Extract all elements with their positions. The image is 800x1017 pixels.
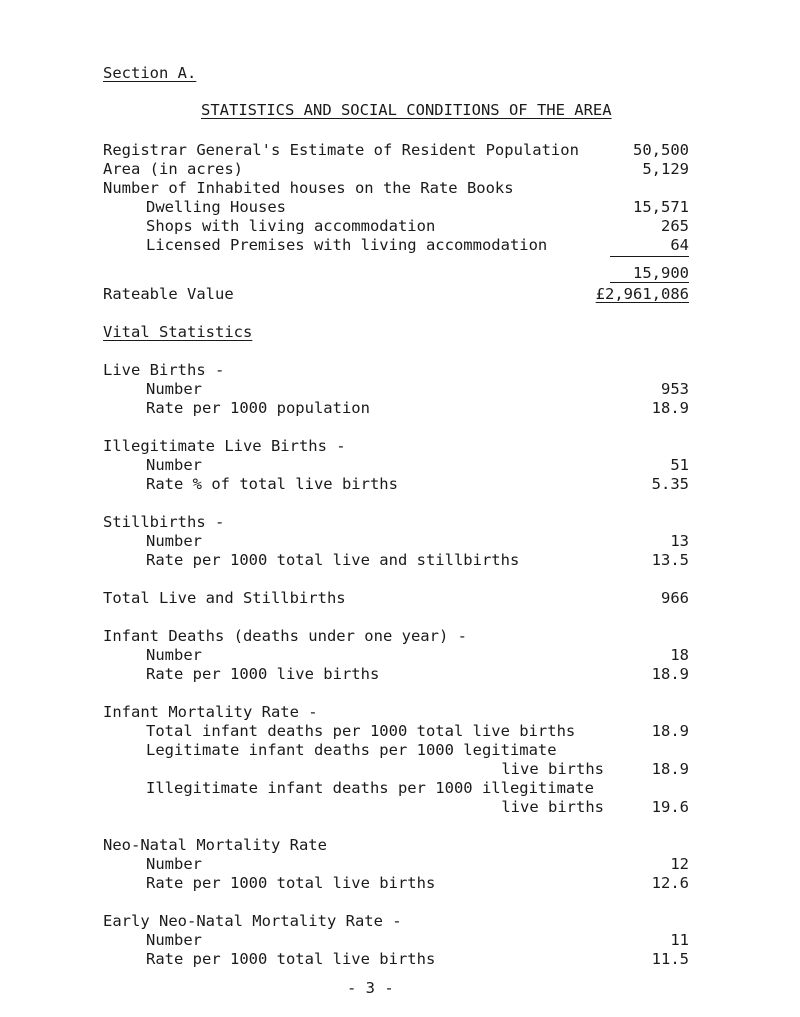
- page-title: STATISTICS AND SOCIAL CONDITIONS OF THE AREA: [201, 101, 612, 119]
- infant-deaths-rate-label: Rate per 1000 live births: [146, 665, 380, 683]
- rateable-value: £2,961,086: [595, 285, 689, 303]
- neonatal-number-label: Number: [146, 855, 202, 873]
- houses-label: Number of Inhabited houses on the Rate Books: [103, 179, 514, 197]
- infant-deaths-rate-value: 18.9: [651, 665, 689, 683]
- stillbirths-heading: Stillbirths -: [103, 513, 225, 531]
- infant-deaths-heading: Infant Deaths (deaths under one year) -: [103, 627, 467, 645]
- live-births-rate-value: 18.9: [651, 399, 689, 417]
- area-label: Area (in acres): [103, 160, 243, 178]
- illegitimate-number-value: 51: [670, 456, 689, 474]
- shops-value: 265: [661, 217, 689, 235]
- legitimate-rate-value: 18.9: [651, 760, 689, 778]
- legitimate-rate-label-1: Legitimate infant deaths per 1000 legitimate: [146, 741, 557, 759]
- rateable-label: Rateable Value: [103, 285, 234, 303]
- illegitimate-number-label: Number: [146, 456, 202, 474]
- houses-total: 15,900: [633, 264, 689, 282]
- neonatal-rate-value: 12.6: [651, 874, 689, 892]
- early-neonatal-rate-label: Rate per 1000 total live births: [146, 950, 436, 968]
- section-label: Section A.: [103, 64, 197, 82]
- area-value: 5,129: [642, 160, 689, 178]
- live-births-number-label: Number: [146, 380, 202, 398]
- licensed-value: 64: [670, 236, 689, 254]
- dwelling-label: Dwelling Houses: [146, 198, 286, 216]
- neonatal-heading: Neo-Natal Mortality Rate: [103, 836, 327, 854]
- live-births-rate-label: Rate per 1000 population: [146, 399, 370, 417]
- total-live-still-label: Total Live and Stillbirths: [103, 589, 346, 607]
- stillbirths-number-value: 13: [670, 532, 689, 550]
- infant-mortality-total-label: Total infant deaths per 1000 total live births: [146, 722, 576, 740]
- illegitimate-rate-label-2: live births: [501, 798, 604, 816]
- legitimate-rate-label-2: live births: [501, 760, 604, 778]
- early-neonatal-rate-value: 11.5: [651, 950, 689, 968]
- early-neonatal-number-value: 11: [670, 931, 689, 949]
- illegitimate-heading: Illegitimate Live Births -: [103, 437, 346, 455]
- stillbirths-rate-label: Rate per 1000 total live and stillbirths: [146, 551, 520, 569]
- population-label: Registrar General's Estimate of Resident Population: [103, 141, 579, 159]
- early-neonatal-number-label: Number: [146, 931, 202, 949]
- neonatal-rate-label: Rate per 1000 total live births: [146, 874, 436, 892]
- illegitimate-rate-label-1: Illegitimate infant deaths per 1000 illegitimate: [146, 779, 594, 797]
- infant-mortality-total-value: 18.9: [651, 722, 689, 740]
- vital-statistics-heading: Vital Statistics: [103, 323, 253, 341]
- infant-mortality-heading: Infant Mortality Rate -: [103, 703, 318, 721]
- dwelling-value: 15,571: [633, 198, 689, 216]
- shops-label: Shops with living accommodation: [146, 217, 436, 235]
- population-value: 50,500: [633, 141, 689, 159]
- illegitimate-rate-value: 19.6: [651, 798, 689, 816]
- stillbirths-number-label: Number: [146, 532, 202, 550]
- infant-deaths-number-label: Number: [146, 646, 202, 664]
- illegitimate-rate-value: 5.35: [651, 475, 689, 493]
- page-number: - 3 -: [347, 979, 394, 997]
- neonatal-number-value: 12: [670, 855, 689, 873]
- infant-deaths-number-value: 18: [670, 646, 689, 664]
- illegitimate-rate-label: Rate % of total live births: [146, 475, 398, 493]
- stillbirths-rate-value: 13.5: [651, 551, 689, 569]
- live-births-number-value: 953: [661, 380, 689, 398]
- live-births-heading: Live Births -: [103, 361, 225, 379]
- early-neonatal-heading: Early Neo-Natal Mortality Rate -: [103, 912, 402, 930]
- total-live-still-value: 966: [661, 589, 689, 607]
- total-rule: [610, 282, 689, 283]
- subtotal-rule: [610, 256, 689, 257]
- licensed-label: Licensed Premises with living accommodation: [146, 236, 548, 254]
